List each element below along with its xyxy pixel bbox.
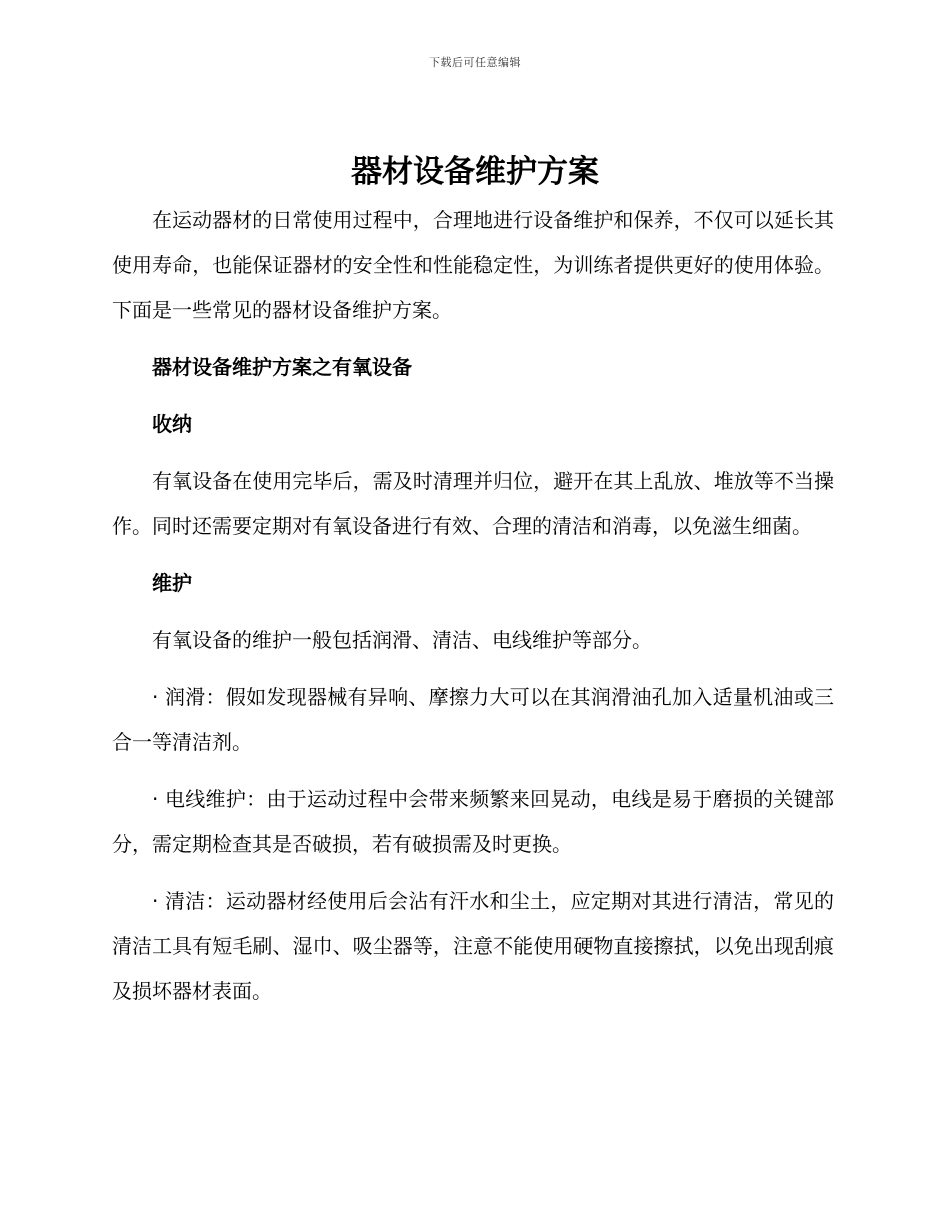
maintenance-heading: 维护	[152, 571, 192, 595]
section-heading: 器材设备维护方案之有氧设备	[152, 355, 412, 379]
header-note: 下载后可任意编辑	[429, 56, 521, 69]
bullet-lubrication: · 润滑：假如发现器械有异响、摩擦力大可以在其润滑油孔加入适量机油或三合一等清洁剂。	[112, 685, 834, 754]
storage-paragraph: 有氧设备在使用完毕后，需及时清理并归位，避开在其上乱放、堆放等不当操作。同时还需要定期对有氧设备进行有效、合理的清洁和消毒，以免滋生细菌。	[112, 469, 834, 538]
storage-heading: 收纳	[152, 412, 192, 436]
maintenance-paragraph: 有氧设备的维护一般包括润滑、清洁、电线维护等部分。	[152, 628, 652, 652]
document-title: 器材设备维护方案	[351, 154, 599, 190]
bullet-wire-maintenance: · 电线维护：由于运动过程中会带来频繁来回晃动，电线是易于磨损的关键部分，需定期检查其是否破损，若有破损需及时更换。	[112, 787, 834, 856]
document-body	[112, 198, 834, 1026]
bullet-cleaning: · 清洁：运动器材经使用后会沾有汗水和尘土，应定期对其进行清洁，常见的清洁工具有短毛刷、湿巾、吸尘器等，注意不能使用硬物直接擦拭，以免出现刮痕及损坏器材表面。	[112, 889, 834, 1003]
intro-paragraph: 在运动器材的日常使用过程中，合理地进行设备维护和保养，不仅可以延长其使用寿命，也能保证器材的安全性和性能稳定性，为训练者提供更好的使用体验。下面是一些常见的器材设备维护方案。	[112, 208, 834, 322]
